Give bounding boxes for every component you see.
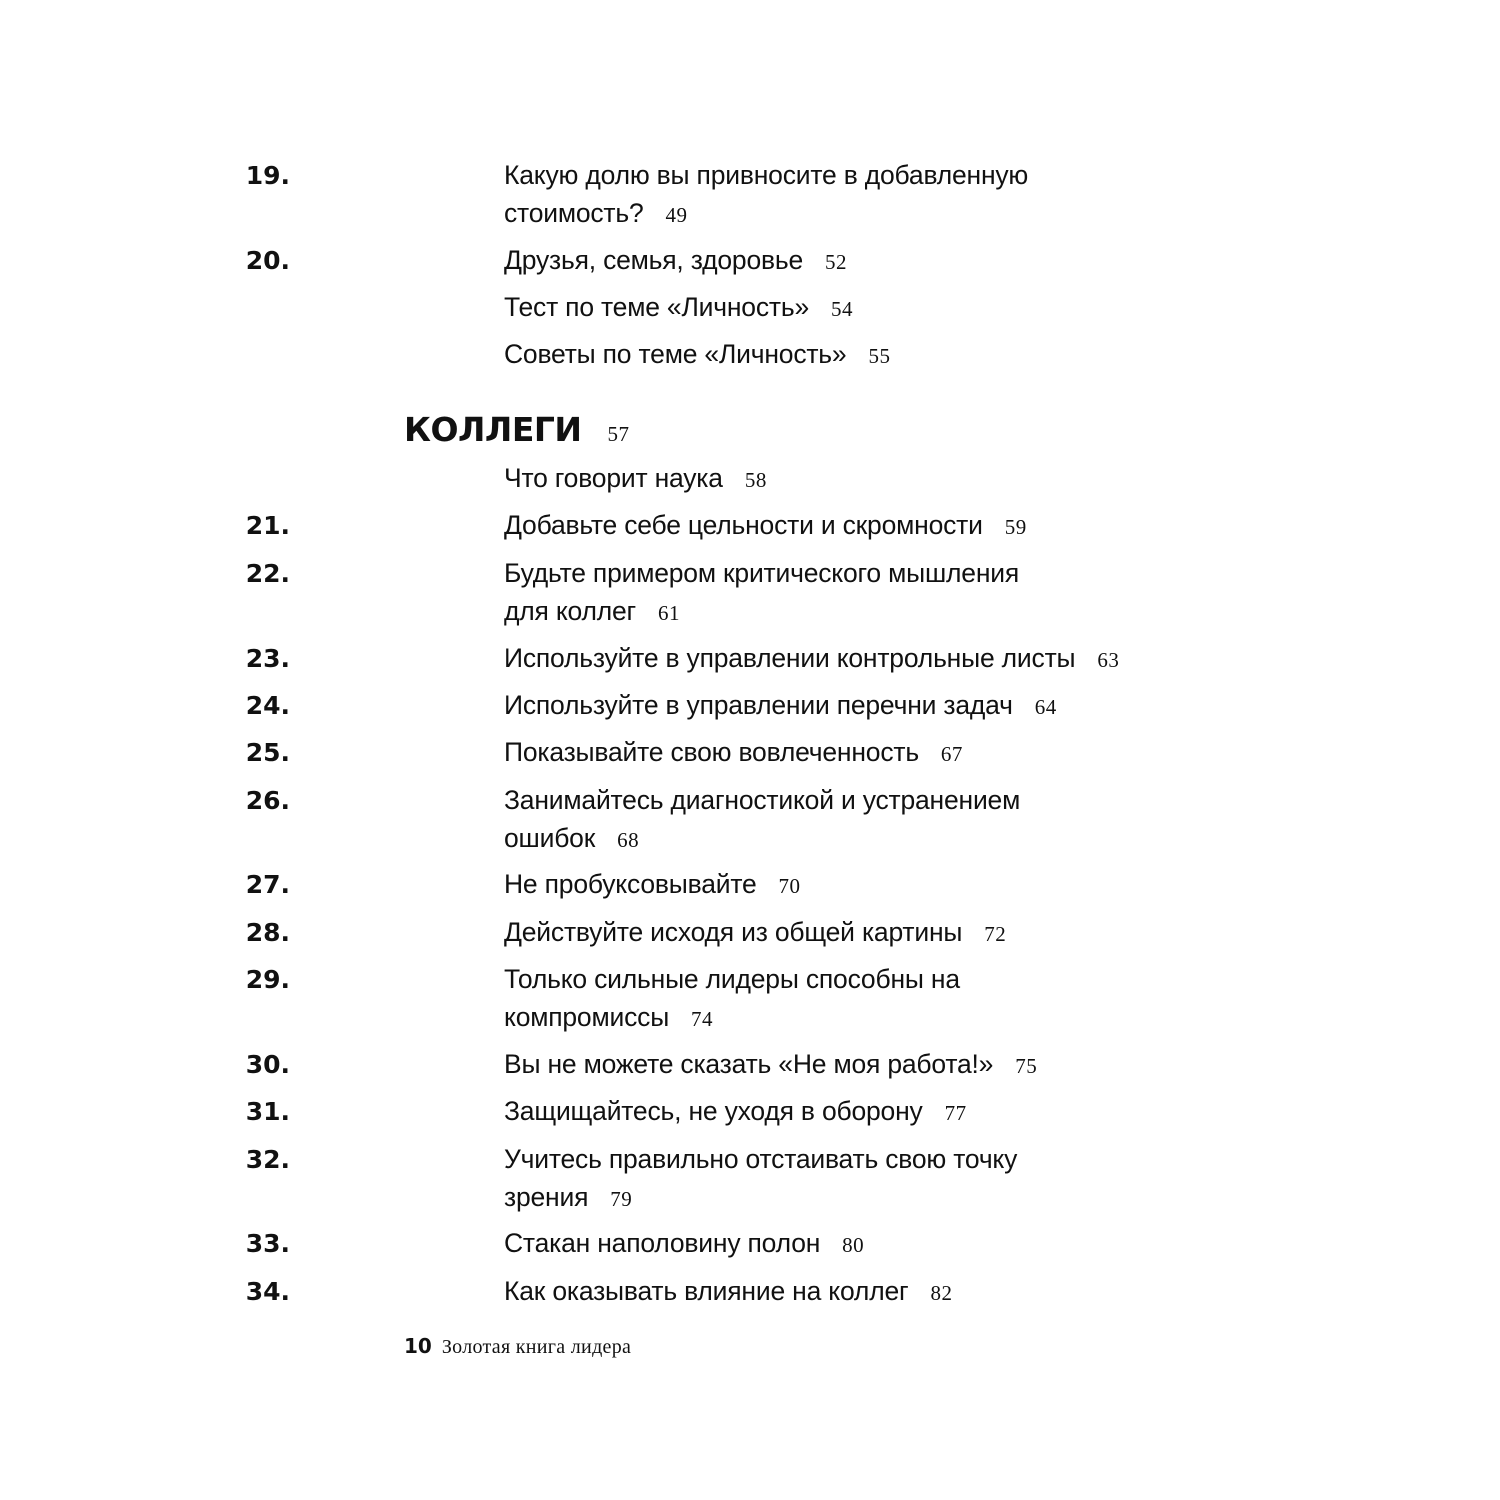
entry-page: 72 [984, 922, 1007, 946]
entry-number: 28. [245, 918, 290, 947]
entry-title: Используйте в управлении контрольные листы [504, 643, 1076, 673]
entry-number: 26. [245, 786, 290, 815]
entry-title: Действуйте исходя из общей картины [504, 917, 963, 947]
entry-number: 31. [245, 1097, 290, 1126]
entry-page: 67 [940, 742, 963, 766]
entry-title: Защищайтесь, не уходя в оборону [504, 1096, 923, 1126]
entry-page: 55 [868, 344, 891, 368]
entry-page: 68 [617, 827, 640, 852]
entry-title: Будьте примером критического мышления для коллег [504, 558, 1020, 626]
page-footer [404, 1333, 631, 1360]
entry-page: 61 [658, 600, 681, 625]
entry-title: Тест по теме «Личность» [504, 292, 809, 322]
entry-page: 77 [944, 1101, 967, 1125]
entry-title: Показывайте свою вовлеченность [504, 737, 919, 767]
entry-page: 63 [1097, 648, 1120, 672]
entry-page: 59 [1004, 515, 1027, 539]
entry-page: 74 [691, 1006, 714, 1031]
entry-page: 70 [778, 874, 801, 898]
entry-page: 64 [1034, 695, 1057, 719]
footer-book-title: Золотая книга лидера [441, 1336, 632, 1358]
entry-page: 75 [1015, 1054, 1038, 1078]
entry-title: Используйте в управлении перечни задач [504, 690, 1013, 720]
entry-page: 79 [610, 1186, 633, 1211]
section-heading[interactable] [404, 410, 630, 454]
entry-number: 27. [245, 870, 290, 899]
entry-number: 19. [245, 161, 290, 190]
entry-number: 23. [245, 644, 290, 673]
entry-title: Учитесь правильно отстаивать свою точку зрения [504, 1144, 1018, 1212]
entry-number: 30. [245, 1050, 290, 1079]
entry-title: Только сильные лидеры способны на компромиссы [504, 964, 960, 1032]
entry-title: Советы по теме «Личность» [504, 339, 847, 369]
entry-number: 21. [245, 511, 290, 540]
entry-title: Не пробуксовывайте [504, 869, 757, 899]
entry-page: 49 [665, 202, 688, 227]
entry-title: Что говорит наука [504, 463, 723, 493]
section-page: 57 [607, 422, 630, 446]
entry-number: 34. [245, 1277, 290, 1306]
entry-page: 82 [930, 1281, 953, 1305]
entry-page: 52 [825, 250, 848, 274]
section-title: КОЛЛЕГИ [404, 410, 582, 449]
entry-number: 32. [245, 1145, 290, 1174]
entry-number: 20. [245, 246, 290, 275]
entry-number: 22. [245, 559, 290, 588]
entry-page: 54 [830, 297, 853, 321]
entry-number: 24. [245, 691, 290, 720]
entry-number: 29. [245, 965, 290, 994]
entry-title: Как оказывать влияние на коллег [504, 1276, 909, 1306]
entry-title: Вы не можете сказать «Не моя работа!» [504, 1049, 994, 1079]
entry-page: 58 [744, 468, 767, 492]
footer-page-number: 10 [404, 1334, 432, 1358]
entry-title: Стакан наполовину полон [504, 1228, 821, 1258]
entry-title: Друзья, семья, здоровье [504, 245, 804, 275]
entry-number: 33. [245, 1229, 290, 1258]
entry-title: Занимайтесь диагностикой и устранением ошибок [504, 785, 1021, 853]
entry-number: 25. [245, 738, 290, 767]
entry-page: 80 [842, 1233, 865, 1257]
entry-title: Какую долю вы привносите в добавленную стоимость? [504, 160, 1029, 228]
entry-title: Добавьте себе цельности и скромности [504, 510, 983, 540]
